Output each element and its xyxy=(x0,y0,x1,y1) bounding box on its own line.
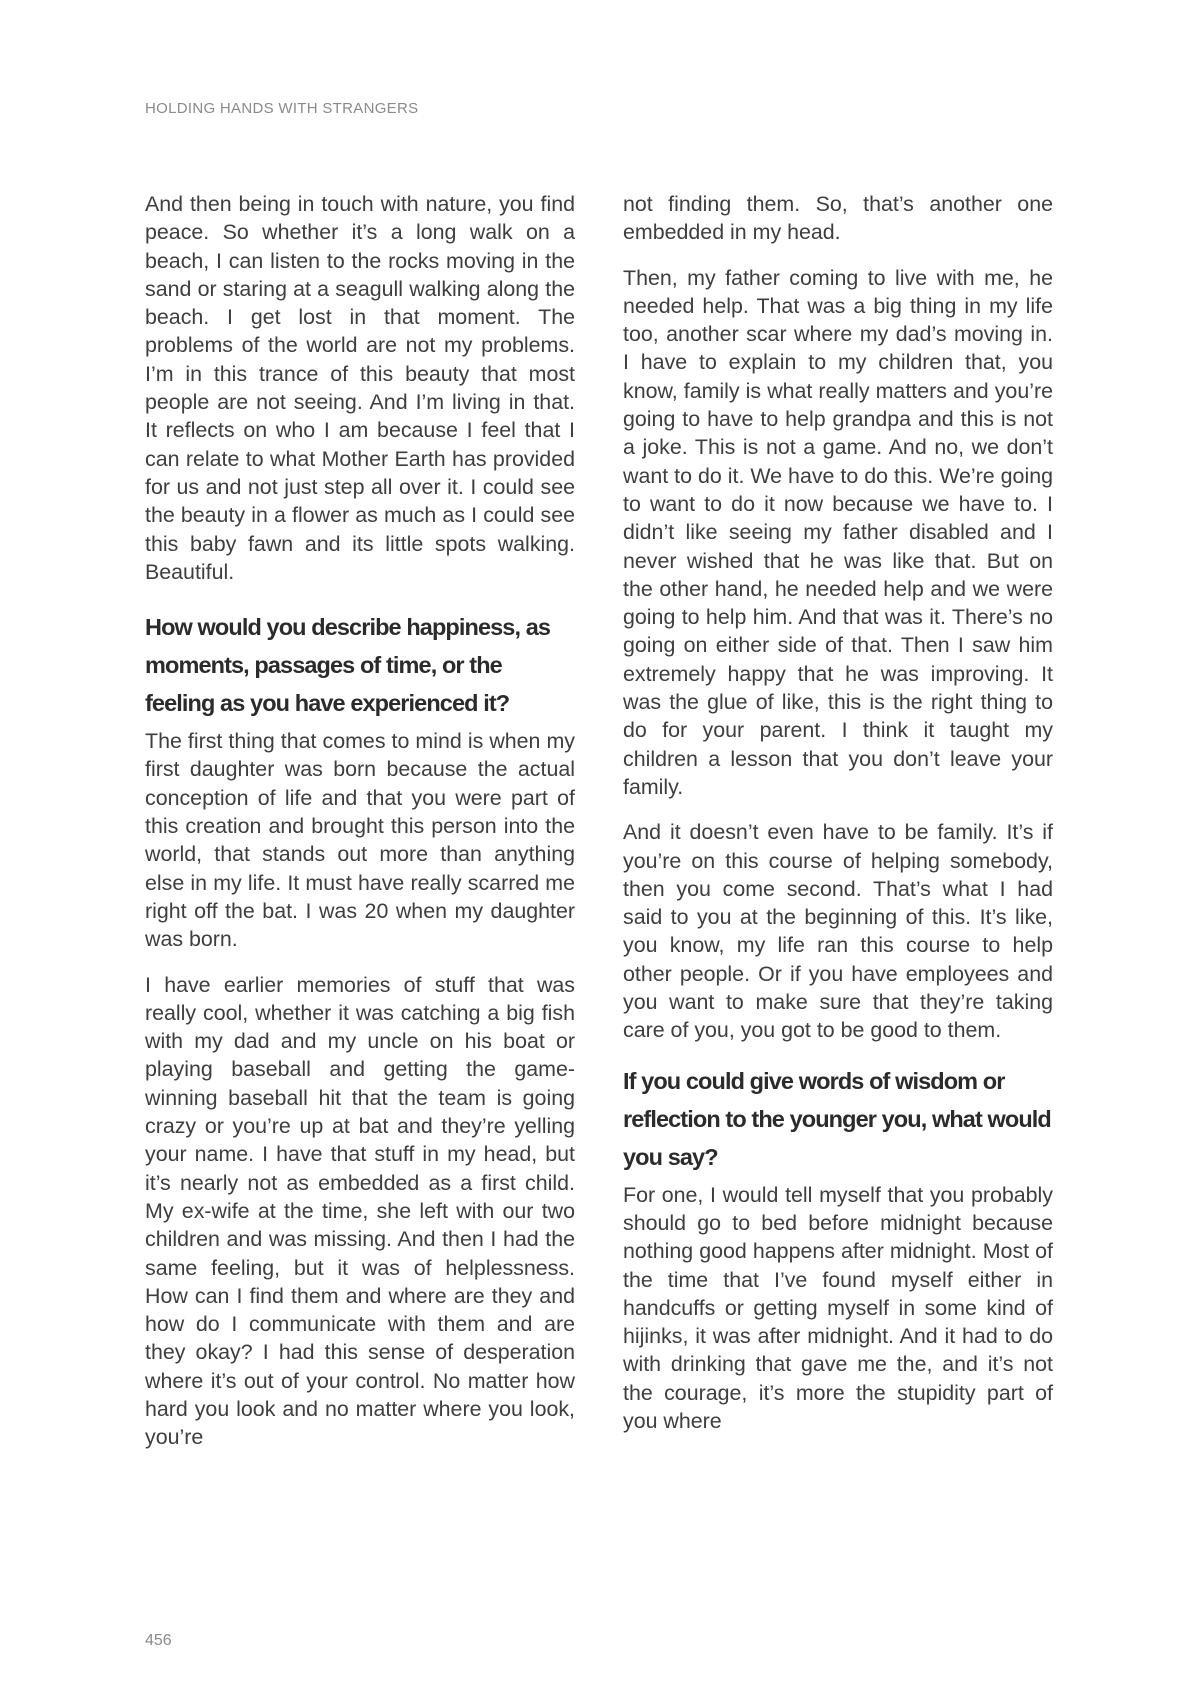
right-column xyxy=(623,190,1053,1452)
running-header: HOLDING HANDS WITH STRANGERS xyxy=(145,100,419,117)
paragraph: And then being in touch with nature, you find peace. So whether it’s a long walk on a beach, I can listen to the rocks moving in the sand or staring at a seagull walking along the beach. I get lost in that moment. The problems of the world are not my problems. I’m in this trance of this beauty that most people are not seeing. And I’m living in that. It reflects on who I am because I feel that I can relate to what Mother Earth has provided for us and not just step all over it. I could see the beauty in a flower as much as I could see this baby fawn and its little spots walking. Beautiful. xyxy=(145,192,575,584)
paragraph: not finding them. So, that’s another one embedded in my head. xyxy=(623,192,1053,245)
left-column xyxy=(145,190,575,1469)
interview-question: How would you describe happiness, as moments, passages of time, or the feeling as you have experienced it? xyxy=(145,614,551,717)
paragraph: I have earlier memories of stuff that was really cool, whether it was catching a big fish with my dad and my uncle on his boat or playing baseball and getting the game-winning baseball hit that the team is going crazy or you’re up at bat and they’re yelling your name. I have that stuff in my head, but it’s nearly not as embedded as a first child. My ex-wife at the time, she left with our two children and was missing. And then I had the same feeling, but it was of helplessness. How can I find them and where are they and how do I communicate with them and are they okay? I had this sense of desperation where it’s out of your control. No matter how hard you look and no matter where you look, you’re xyxy=(145,972,575,1450)
interview-question: If you could give words of wisdom or reflection to the younger you, what would you say? xyxy=(623,1067,1051,1170)
page-number: 456 xyxy=(145,1632,172,1649)
paragraph: The first thing that comes to mind is when my first daughter was born because the actual conception of life and that you were part of this creation and brought this person into the world, that stands out more than anything else in my life. It must have really scarred me right off the bat. I was 20 when my daughter was born. xyxy=(145,729,575,952)
paragraph: Then, my father coming to live with me, he needed help. That was a big thing in my life too, another scar where my dad’s moving in. I have to explain to my children that, you know, family is what really matters and you’re going to have to help grandpa and this is not a joke. This is not a game. And no, we don’t want to do it. We have to do this. We’re going to want to do it now because we have to. I didn’t like seeing my father disabled and I never wished that he was like that. But on the other hand, he needed help and we were going to help him. And that was it. There’s no going on either side of that. Then I saw him extremely happy that he was improving. It was the glue of like, this is the right thing to do for your parent. I think it taught my children a lesson that you don’t leave your family. xyxy=(623,265,1053,799)
paragraph: And it doesn’t even have to be family. It’s if you’re on this course of helping somebody, then you come second. That’s what I had said to you at the beginning of this. It’s like, you know, my life ran this course to help other people. Or if you have employees and you want to make sure that they’re taking care of you, you got to be good to them. xyxy=(623,820,1053,1043)
paragraph: For one, I would tell myself that you probably should go to bed before midnight because nothing good happens after midnight. Most of the time that I’ve found myself either in handcuffs or getting myself in some kind of hijinks, it was after midnight. And it had to do with drinking that gave me the, and it’s not the courage, it’s more the stupidity part of you where xyxy=(623,1182,1053,1433)
